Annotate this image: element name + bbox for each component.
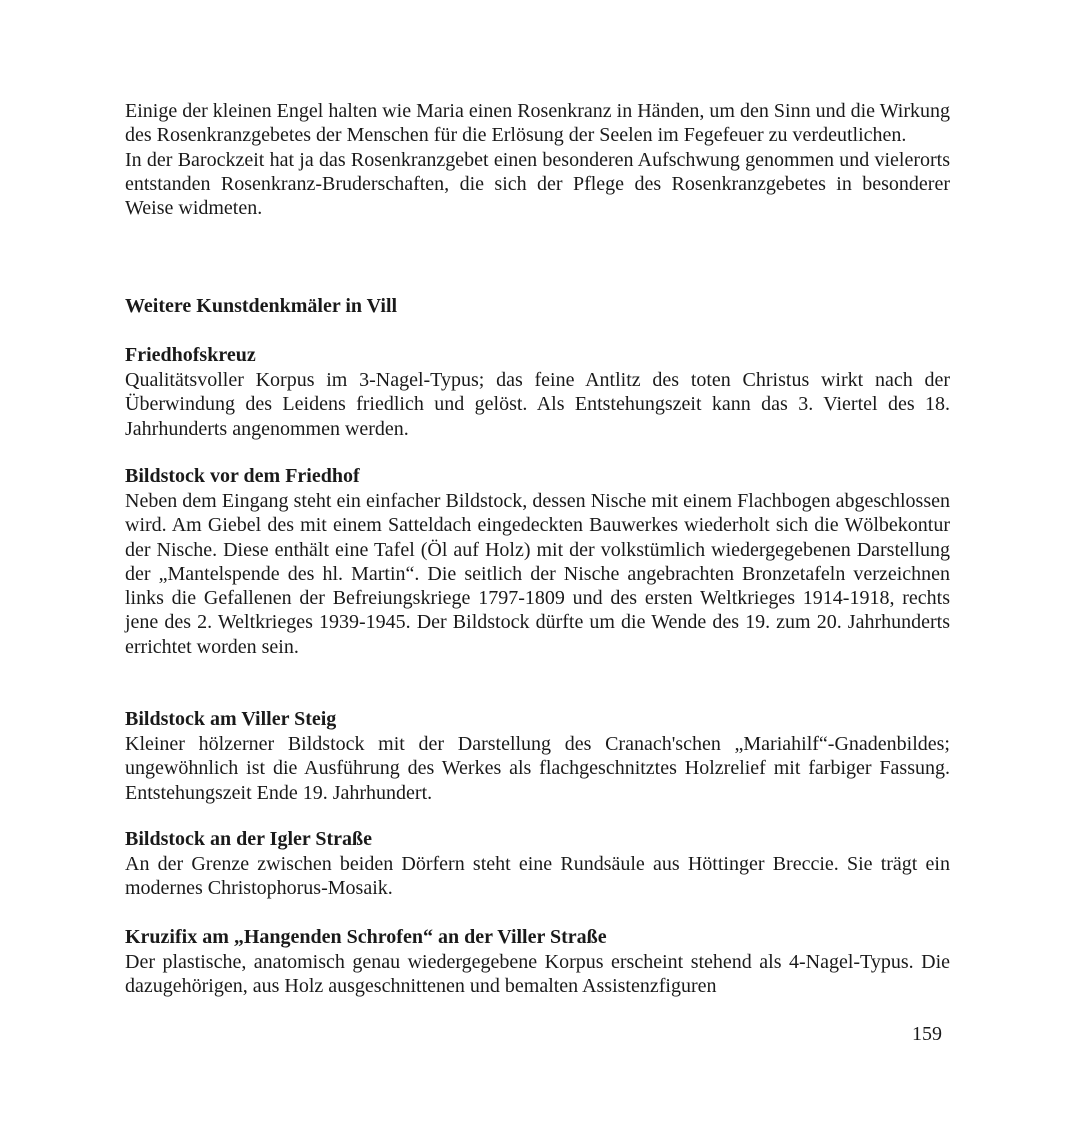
entry-friedhofskreuz	[125, 343, 950, 441]
entry-text: An der Grenze zwischen beiden Dörfern steht eine Rundsäule aus Höttinger Breccie. Sie trägt ein modernes Christophorus-Mosaik.	[125, 853, 950, 900]
entry-text: Der plastische, anatomisch genau wiedergegebene Korpus erscheint stehend als 4-Nagel-Typus. Die dazugehörigen, aus Holz ausgeschnittenen und bemalten Assistenzfiguren	[125, 951, 950, 998]
section-heading: Weitere Kunstdenkmäler in Vill	[125, 295, 398, 317]
intro-paragraph: Einige der kleinen Engel halten wie Maria einen Rosenkranz in Händen, um den Sinn und die Wirkung des Rosenkranzgebetes der Menschen für die Erlösung der Seelen im Fegefeuer zu verdeutlichen.	[125, 100, 950, 147]
entry-title: Friedhofskreuz	[125, 344, 256, 366]
entry-text: Kleiner hölzerner Bildstock mit der Darstellung des Cranach'schen „Mariahilf“-Gnadenbildes; ungewöhnlich ist die Ausführung des Werkes als flachgeschnitztes Holzrelief mit farbiger Fassung. Entstehungszeit Ende 19. Jahrhundert.	[125, 733, 950, 804]
entry-bildstock-viller-steig	[125, 707, 950, 805]
entry-title: Kruzifix am „Hangenden Schrofen“ an der Viller Straße	[125, 926, 607, 948]
entry-bildstock-igler-strasse	[125, 827, 950, 901]
entry-kruzifix	[125, 925, 950, 999]
page-body	[125, 99, 950, 998]
entry-title: Bildstock am Viller Steig	[125, 708, 337, 730]
intro-paragraph: In der Barockzeit hat ja das Rosenkranzgebet einen besonderen Aufschwung genommen und vielerorts entstanden Rosenkranz-Bruderschaften, die sich der Pflege des Rosenkranzgebetes in besonderer Weise widmeten.	[125, 148, 950, 220]
entry-title: Bildstock an der Igler Straße	[125, 828, 373, 850]
entry-bildstock-friedhof	[125, 464, 950, 659]
entry-text: Neben dem Eingang steht ein einfacher Bildstock, dessen Nische mit einem Flachbogen abgeschlossen wird. Am Giebel des mit einem Satteldach eingedeckten Bauwerkes wiederholt sich die Wölbekontur der Nische. Diese enthält eine Tafel (Öl auf Holz) mit der volkstümlich wiedergegebenen Darstellung der „Mantelspende des hl. Martin“. Die seitlich der Nische angebrachten Bronzetafeln verzeichnen links die Gefallenen der Befreiungskriege 1797-1809 und des ersten Weltkrieges 1914-1918, rechts jene des 2. Weltkrieges 1939-1945. Der Bildstock dürfte um die Wende des 19. zum 20. Jahrhunderts errichtet worden sein.	[125, 490, 950, 658]
page-number: 159	[912, 1023, 942, 1045]
intro-section	[125, 99, 950, 220]
entry-text: Qualitätsvoller Korpus im 3-Nagel-Typus; das feine Antlitz des toten Christus wirkt nach der Überwindung des Leidens friedlich und gelöst. Als Entstehungszeit kann das 3. Viertel des 18. Jahrhunderts angenommen werden.	[125, 369, 950, 440]
entry-title: Bildstock vor dem Friedhof	[125, 465, 360, 487]
